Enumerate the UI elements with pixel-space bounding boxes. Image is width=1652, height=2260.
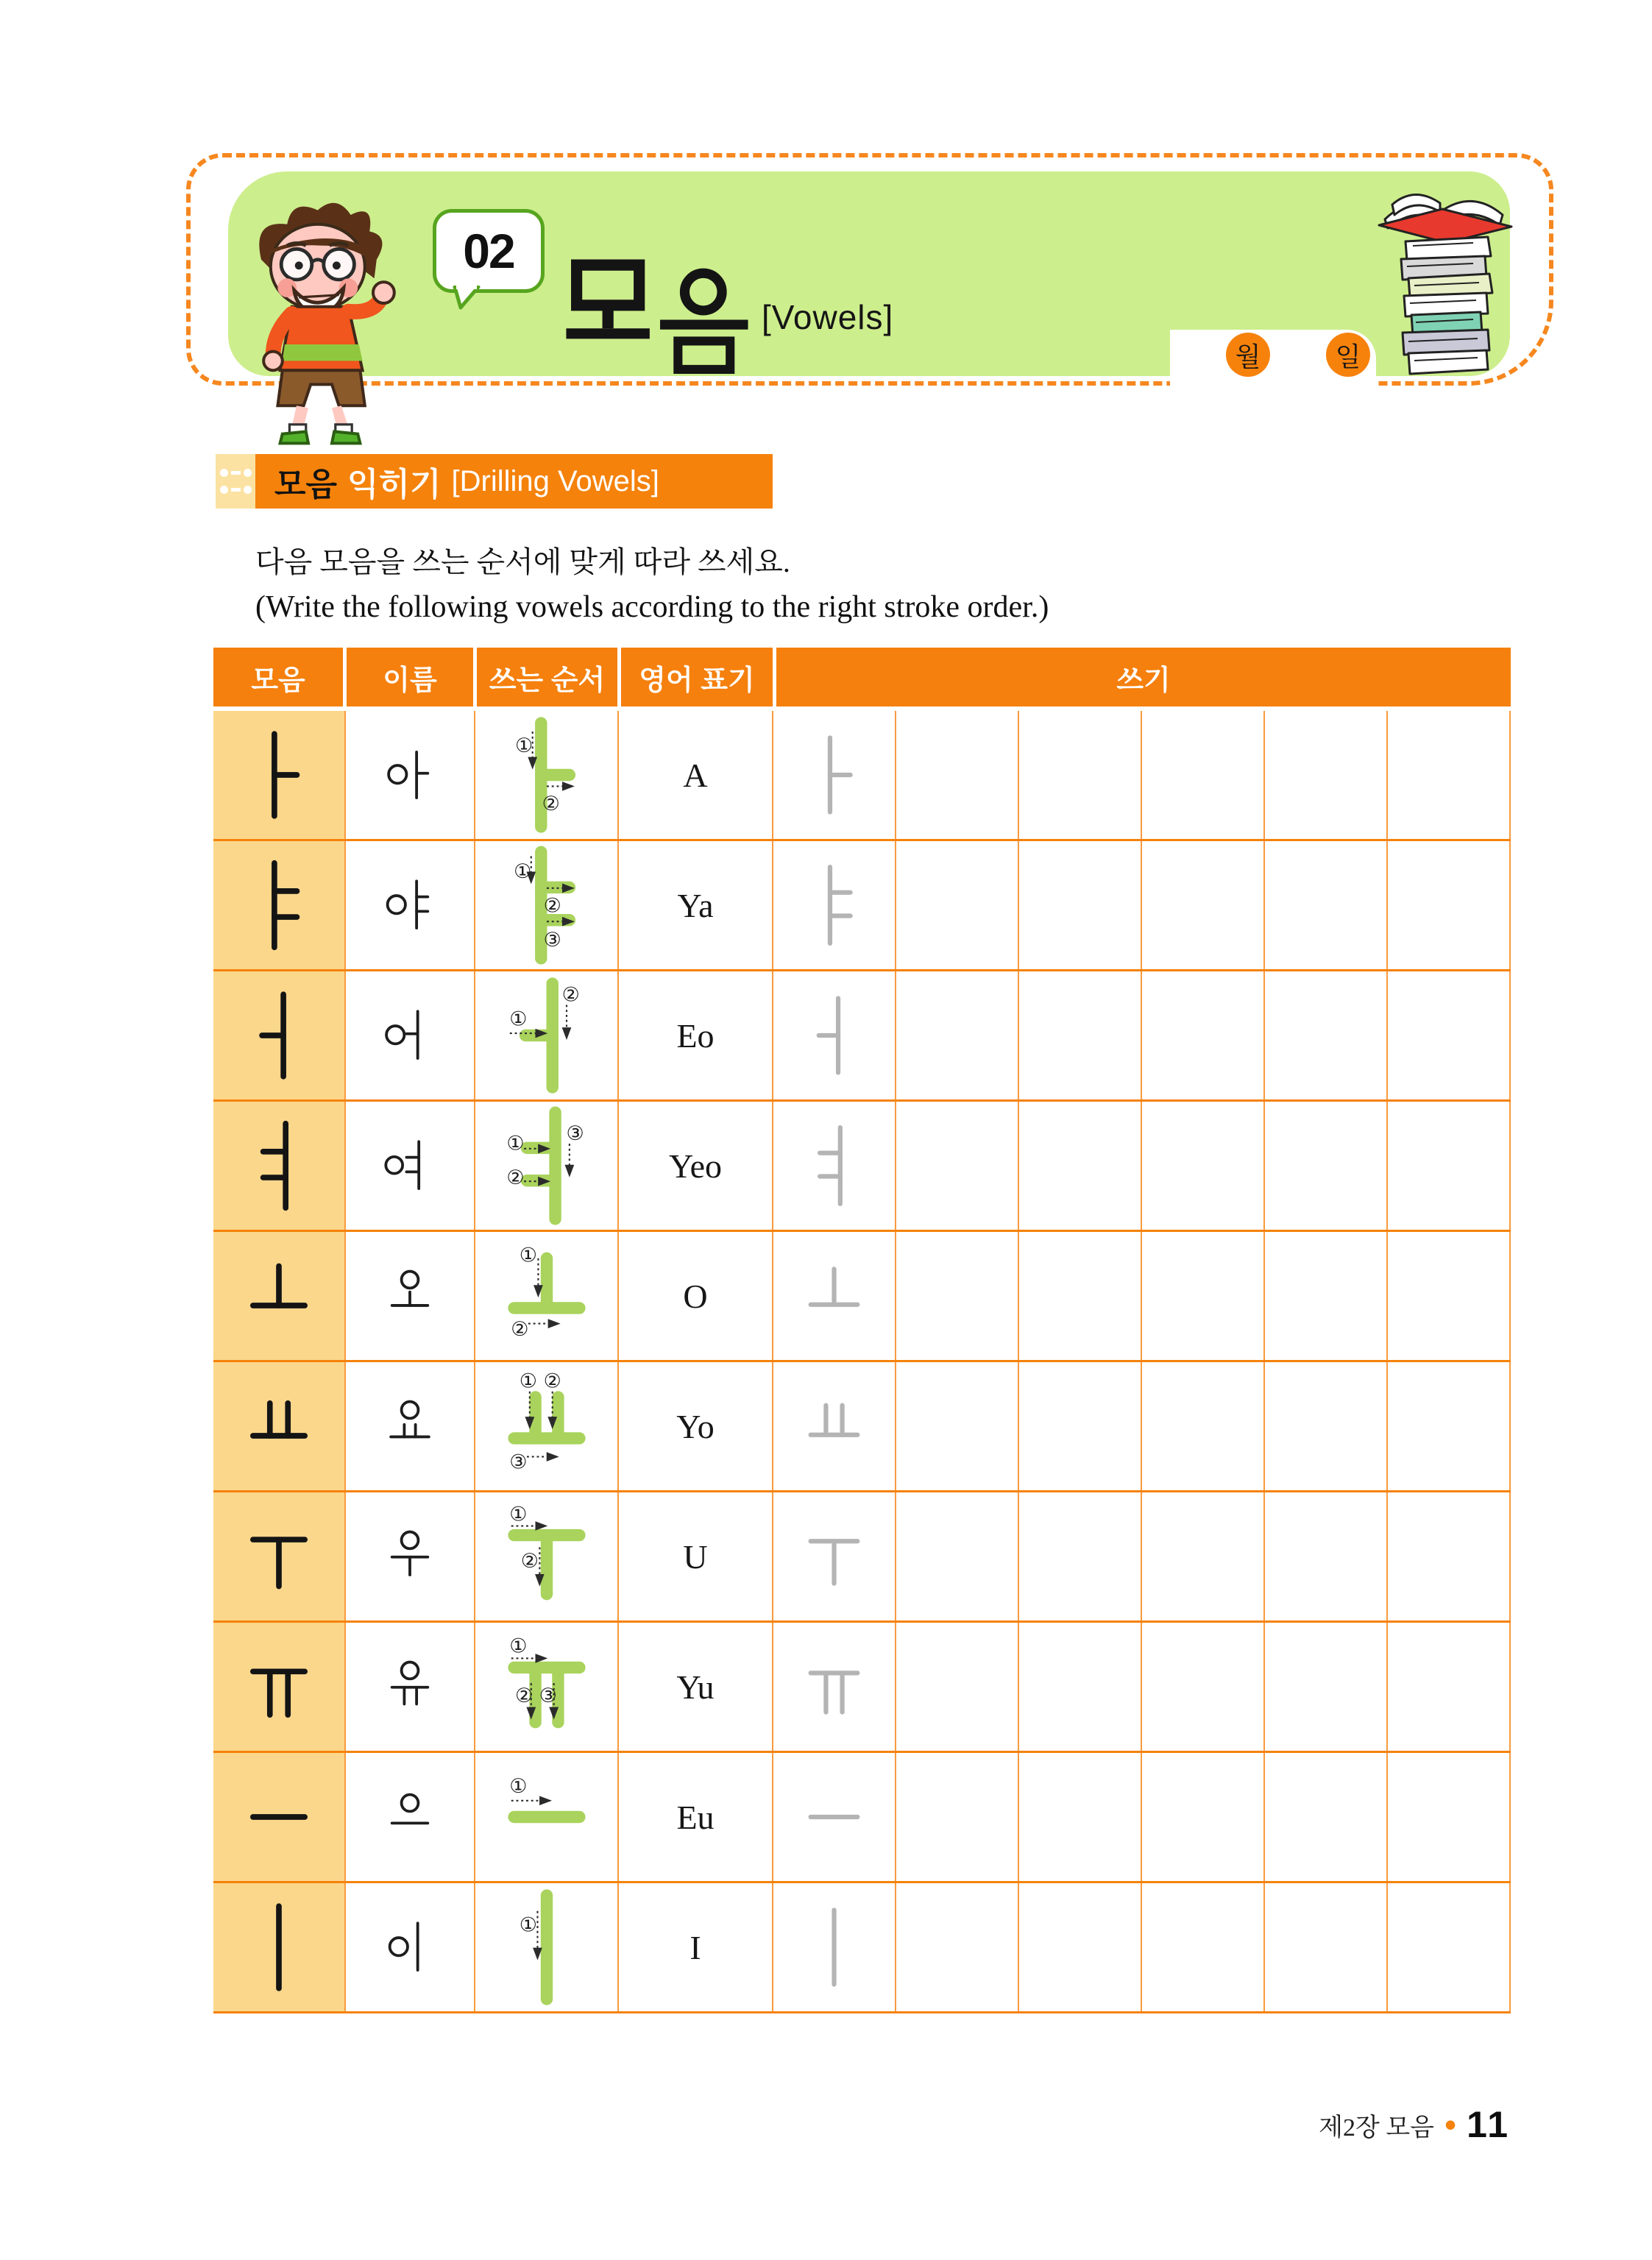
vowel-glyph xyxy=(213,711,346,839)
stroke-order-diagram xyxy=(475,1883,619,2011)
practice-trace-cell xyxy=(773,711,896,839)
practice-empty-cell xyxy=(1019,971,1142,1099)
stroke-order-diagram xyxy=(475,1102,619,1230)
practice-empty-cell xyxy=(1142,1492,1265,1620)
vowel-name-glyph xyxy=(346,841,475,969)
svg-text:③: ③ xyxy=(565,1122,584,1146)
practice-empty-cell xyxy=(1019,1883,1142,2011)
svg-text:③: ③ xyxy=(508,1450,528,1474)
practice-empty-cell xyxy=(1388,1232,1511,1360)
svg-text:①: ① xyxy=(513,860,531,884)
stroke-order-diagram xyxy=(475,971,619,1099)
footer-page-number: 11 xyxy=(1467,2104,1510,2145)
table-row xyxy=(213,1883,1511,2013)
speech-bubble-tail-icon xyxy=(449,286,481,312)
practice-empty-cell xyxy=(1265,1492,1388,1620)
english-notation: Eo xyxy=(619,971,773,1099)
header-stroke-order: 쓰는 순서 xyxy=(477,648,617,706)
practice-cells xyxy=(773,1362,1511,1490)
english-notation: I xyxy=(619,1883,773,2011)
book-stack-illustration xyxy=(1370,174,1521,389)
practice-empty-cell xyxy=(896,1753,1019,1881)
practice-empty-cell xyxy=(1142,1362,1265,1490)
practice-empty-cell xyxy=(1265,1362,1388,1490)
svg-text:①: ① xyxy=(508,1634,528,1658)
practice-empty-cell xyxy=(896,1492,1019,1620)
table-row xyxy=(213,1362,1511,1492)
practice-empty-cell xyxy=(1265,841,1388,969)
vowel-glyph xyxy=(213,1102,346,1230)
practice-empty-cell xyxy=(1019,1753,1142,1881)
vowel-name-glyph xyxy=(346,1623,475,1751)
practice-empty-cell xyxy=(1019,1362,1142,1490)
english-notation: Eu xyxy=(619,1753,773,1881)
vowel-glyph xyxy=(213,971,346,1099)
practice-cells xyxy=(773,711,1511,839)
practice-trace-cell xyxy=(773,971,896,1099)
page-title-glyphs xyxy=(563,258,753,375)
vowel-glyph xyxy=(213,1232,346,1360)
practice-empty-cell xyxy=(896,1883,1019,2011)
svg-text:①: ① xyxy=(508,1775,528,1799)
practice-empty-cell xyxy=(1142,1753,1265,1881)
table-row xyxy=(213,971,1511,1102)
practice-empty-cell xyxy=(1388,841,1511,969)
vowel-name-glyph xyxy=(346,1102,475,1230)
header-writing: 쓰기 xyxy=(776,648,1511,706)
table-header-row xyxy=(213,648,1511,706)
instructions xyxy=(255,539,1049,625)
svg-text:①: ① xyxy=(514,734,533,757)
header-english: 영어 표기 xyxy=(621,648,773,706)
svg-text:②: ② xyxy=(543,1370,561,1393)
practice-cells xyxy=(773,1102,1511,1230)
month-label: 월 xyxy=(1235,341,1261,372)
practice-empty-cell xyxy=(896,971,1019,1099)
vowel-name-glyph xyxy=(346,1753,475,1881)
vowel-name-glyph xyxy=(346,711,475,839)
svg-text:①: ① xyxy=(508,1007,528,1031)
page-title xyxy=(563,258,753,379)
practice-empty-cell xyxy=(1265,971,1388,1099)
instruction-english: (Write the following vowels according to the right stroke order.) xyxy=(255,590,1049,624)
english-notation: Yeo xyxy=(619,1102,773,1230)
day-badge xyxy=(1326,333,1370,377)
vowel-glyph xyxy=(213,1492,346,1620)
practice-empty-cell xyxy=(1019,1492,1142,1620)
vowel-glyph xyxy=(213,1883,346,2011)
practice-empty-cell xyxy=(1388,1492,1511,1620)
practice-empty-cell xyxy=(1265,1102,1388,1230)
svg-text:②: ② xyxy=(543,894,561,918)
practice-empty-cell xyxy=(1142,1102,1265,1230)
page-footer xyxy=(1251,2103,1510,2146)
english-notation: O xyxy=(619,1232,773,1360)
table-row xyxy=(213,1623,1511,1753)
practice-empty-cell xyxy=(1265,711,1388,839)
practice-empty-cell xyxy=(896,1102,1019,1230)
practice-trace-cell xyxy=(773,1623,896,1751)
table-row xyxy=(213,841,1511,971)
header-vowel: 모음 xyxy=(213,648,343,706)
svg-text:①: ① xyxy=(506,1132,525,1155)
practice-empty-cell xyxy=(1019,841,1142,969)
page-title-en: [Vowels] xyxy=(762,298,894,336)
footer-chapter: 제2장 모음 xyxy=(1319,2114,1435,2142)
svg-text:②: ② xyxy=(514,1685,533,1708)
practice-empty-cell xyxy=(1019,711,1142,839)
practice-cells xyxy=(773,971,1511,1099)
practice-trace-cell xyxy=(773,841,896,969)
practice-empty-cell xyxy=(896,1623,1019,1751)
practice-empty-cell xyxy=(1142,841,1265,969)
section-title-highlight: 모음 xyxy=(274,467,338,503)
stroke-order-diagram xyxy=(475,1232,619,1360)
vowel-name-glyph xyxy=(346,971,475,1099)
vowel-name-glyph xyxy=(346,1883,475,2011)
stroke-order-diagram xyxy=(475,1492,619,1620)
practice-trace-cell xyxy=(773,1102,896,1230)
section-bullet-icon xyxy=(216,454,255,509)
practice-empty-cell xyxy=(1142,1883,1265,2011)
svg-text:②: ② xyxy=(561,983,580,1007)
header-name: 이름 xyxy=(347,648,473,706)
chapter-badge xyxy=(433,209,545,293)
boy-illustration xyxy=(237,191,427,450)
vowel-glyph xyxy=(213,1623,346,1751)
practice-empty-cell xyxy=(1142,711,1265,839)
svg-text:①: ① xyxy=(519,1244,537,1267)
vowel-name-glyph xyxy=(346,1232,475,1360)
vowel-glyph xyxy=(213,841,346,969)
practice-empty-cell xyxy=(1388,1883,1511,2011)
practice-empty-cell xyxy=(1265,1753,1388,1881)
stroke-order-diagram xyxy=(475,1362,619,1490)
practice-trace-cell xyxy=(773,1362,896,1490)
svg-text:②: ② xyxy=(520,1550,539,1573)
table-body xyxy=(213,711,1511,2013)
month-badge xyxy=(1226,333,1270,377)
practice-trace-cell xyxy=(773,1492,896,1620)
practice-empty-cell xyxy=(1142,1623,1265,1751)
practice-cells xyxy=(773,1883,1511,2011)
practice-cells xyxy=(773,841,1511,969)
practice-empty-cell xyxy=(1265,1883,1388,2011)
stroke-order-diagram xyxy=(475,1753,619,1881)
vowel-table xyxy=(213,648,1511,2013)
practice-empty-cell xyxy=(1388,711,1511,839)
practice-cells xyxy=(773,1492,1511,1620)
svg-text:③: ③ xyxy=(543,928,561,952)
practice-trace-cell xyxy=(773,1883,896,2011)
practice-empty-cell xyxy=(1142,971,1265,1099)
practice-empty-cell xyxy=(896,711,1019,839)
svg-text:③: ③ xyxy=(539,1685,557,1708)
section-title-rest: 익히기 xyxy=(347,467,442,503)
english-notation: A xyxy=(619,711,773,839)
practice-empty-cell xyxy=(1265,1623,1388,1751)
vowel-glyph xyxy=(213,1362,346,1490)
practice-trace-cell xyxy=(773,1232,896,1360)
practice-cells xyxy=(773,1623,1511,1751)
practice-empty-cell xyxy=(1388,1623,1511,1751)
day-label: 일 xyxy=(1335,341,1361,372)
practice-empty-cell xyxy=(1388,1753,1511,1881)
table-row xyxy=(213,1232,1511,1362)
svg-text:①: ① xyxy=(519,1913,537,1937)
svg-text:①: ① xyxy=(508,1503,528,1526)
practice-empty-cell xyxy=(1019,1232,1142,1360)
practice-empty-cell xyxy=(1142,1232,1265,1360)
practice-empty-cell xyxy=(896,841,1019,969)
instruction-korean: 다음 모음을 쓰는 순서에 맞게 따라 쓰세요. xyxy=(255,545,790,578)
practice-empty-cell xyxy=(896,1232,1019,1360)
practice-cells xyxy=(773,1232,1511,1360)
section-title-en: [Drilling Vowels] xyxy=(451,464,659,497)
practice-empty-cell xyxy=(1388,1102,1511,1230)
practice-empty-cell xyxy=(1265,1232,1388,1360)
table-row xyxy=(213,1492,1511,1623)
footer-bullet-icon: • xyxy=(1444,2105,1457,2144)
practice-empty-cell xyxy=(1019,1623,1142,1751)
vowel-glyph xyxy=(213,1753,346,1881)
vowel-name-glyph xyxy=(346,1492,475,1620)
svg-text:①: ① xyxy=(519,1370,537,1393)
svg-text:②: ② xyxy=(542,793,560,816)
practice-cells xyxy=(773,1753,1511,1881)
svg-text:②: ② xyxy=(510,1317,528,1341)
stroke-order-diagram xyxy=(475,1623,619,1751)
table-row xyxy=(213,1102,1511,1232)
english-notation: U xyxy=(619,1492,773,1620)
english-notation: Yu xyxy=(619,1623,773,1751)
practice-empty-cell xyxy=(1388,1362,1511,1490)
stroke-order-diagram xyxy=(475,841,619,969)
svg-text:②: ② xyxy=(506,1166,525,1189)
english-notation: Ya xyxy=(619,841,773,969)
section-header xyxy=(255,454,773,509)
table-row xyxy=(213,711,1511,841)
stroke-order-diagram xyxy=(475,711,619,839)
table-row xyxy=(213,1753,1511,1883)
practice-empty-cell xyxy=(896,1362,1019,1490)
vowel-name-glyph xyxy=(346,1362,475,1490)
practice-empty-cell xyxy=(1019,1102,1142,1230)
chapter-number: 02 xyxy=(463,224,514,278)
english-notation: Yo xyxy=(619,1362,773,1490)
practice-trace-cell xyxy=(773,1753,896,1881)
practice-empty-cell xyxy=(1388,971,1511,1099)
